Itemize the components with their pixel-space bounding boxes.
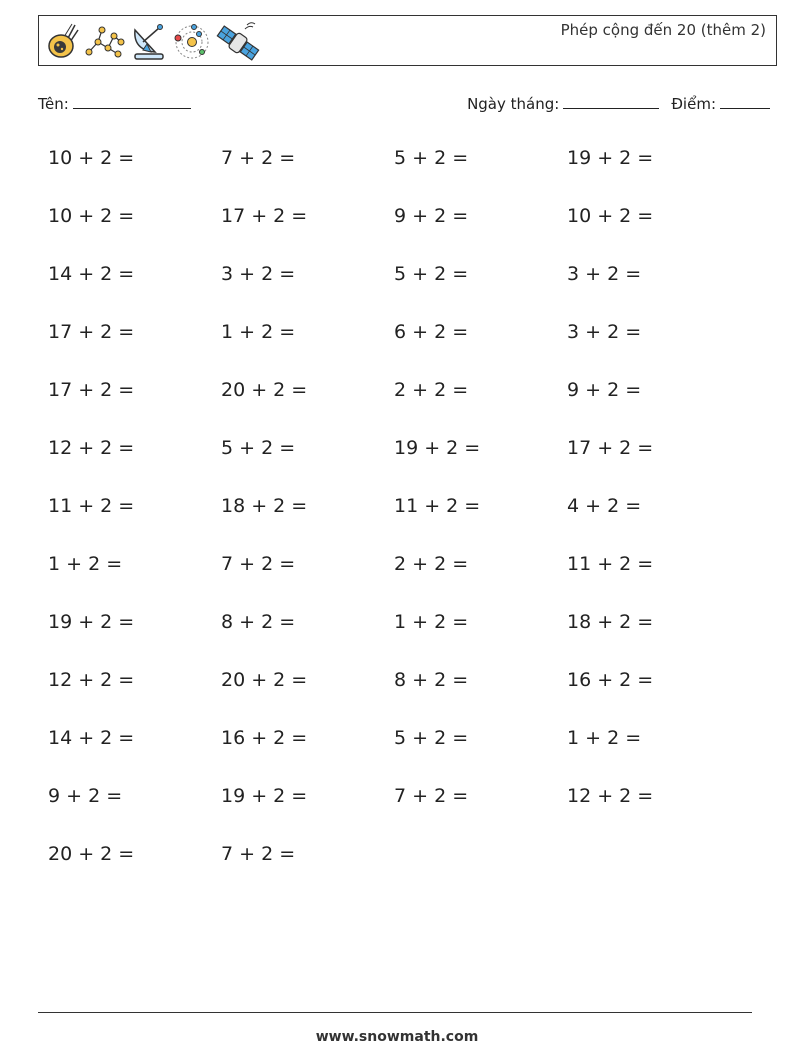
problem-item: 20 + 2 = [221, 379, 308, 401]
name-field [38, 94, 191, 113]
problem-item: 1 + 2 = [394, 611, 469, 633]
solar-system-icon [172, 22, 212, 62]
score-blank[interactable] [720, 94, 770, 109]
problem-item: 2 + 2 = [394, 379, 469, 401]
problem-item: 17 + 2 = [567, 437, 654, 459]
footer-divider [38, 1012, 752, 1013]
problem-item: 5 + 2 = [394, 727, 469, 749]
problem-item: 19 + 2 = [48, 611, 135, 633]
problem-item: 11 + 2 = [567, 553, 654, 575]
problem-item: 7 + 2 = [221, 147, 296, 169]
problem-item: 19 + 2 = [394, 437, 481, 459]
problem-item: 17 + 2 = [48, 321, 135, 343]
problem-item: 10 + 2 = [567, 205, 654, 227]
problem-item: 16 + 2 = [567, 669, 654, 691]
problem-item: 4 + 2 = [567, 495, 642, 517]
name-label: Tên: [38, 95, 69, 113]
problem-item: 14 + 2 = [48, 263, 135, 285]
problem-item: 11 + 2 = [48, 495, 135, 517]
problem-item: 3 + 2 = [567, 263, 642, 285]
problem-item: 14 + 2 = [48, 727, 135, 749]
problem-item: 11 + 2 = [394, 495, 481, 517]
date-blank[interactable] [563, 94, 659, 109]
problem-item: 2 + 2 = [394, 553, 469, 575]
name-blank[interactable] [73, 94, 191, 109]
problem-item: 18 + 2 = [567, 611, 654, 633]
problem-item: 8 + 2 = [394, 669, 469, 691]
problem-item: 19 + 2 = [221, 785, 308, 807]
problem-item: 1 + 2 = [48, 553, 123, 575]
problem-item: 9 + 2 = [48, 785, 123, 807]
worksheet-header [38, 15, 777, 66]
problem-item: 8 + 2 = [221, 611, 296, 633]
date-score-fields [467, 94, 770, 113]
problem-item: 1 + 2 = [221, 321, 296, 343]
problem-item: 12 + 2 = [567, 785, 654, 807]
problem-item: 7 + 2 = [394, 785, 469, 807]
problem-item: 20 + 2 = [48, 843, 135, 865]
problem-item: 19 + 2 = [567, 147, 654, 169]
problem-item: 7 + 2 = [221, 553, 296, 575]
problem-item: 7 + 2 = [221, 843, 296, 865]
score-label: Điểm: [671, 95, 716, 113]
constellation-icon [84, 22, 126, 62]
date-label: Ngày tháng: [467, 95, 560, 113]
problem-item: 18 + 2 = [221, 495, 308, 517]
problem-item: 3 + 2 = [221, 263, 296, 285]
problem-item: 16 + 2 = [221, 727, 308, 749]
comet-icon [45, 22, 81, 62]
problem-item: 12 + 2 = [48, 669, 135, 691]
problem-item: 12 + 2 = [48, 437, 135, 459]
footer-url: www.snowmath.com [315, 1029, 479, 1045]
problem-item: 17 + 2 = [221, 205, 308, 227]
problem-item: 5 + 2 = [221, 437, 296, 459]
problem-item: 10 + 2 = [48, 147, 135, 169]
problem-item: 5 + 2 = [394, 147, 469, 169]
problem-item: 17 + 2 = [48, 379, 135, 401]
problem-item: 5 + 2 = [394, 263, 469, 285]
satellite-dish-icon [129, 22, 169, 62]
problem-item: 9 + 2 = [567, 379, 642, 401]
icon-strip [45, 20, 261, 64]
problem-item: 9 + 2 = [394, 205, 469, 227]
problem-item: 3 + 2 = [567, 321, 642, 343]
satellite-icon [215, 21, 261, 63]
problem-item: 1 + 2 = [567, 727, 642, 749]
problem-item: 6 + 2 = [394, 321, 469, 343]
worksheet-title: Phép cộng đến 20 (thêm 2) [560, 21, 766, 39]
problem-item: 20 + 2 = [221, 669, 308, 691]
problem-item: 10 + 2 = [48, 205, 135, 227]
